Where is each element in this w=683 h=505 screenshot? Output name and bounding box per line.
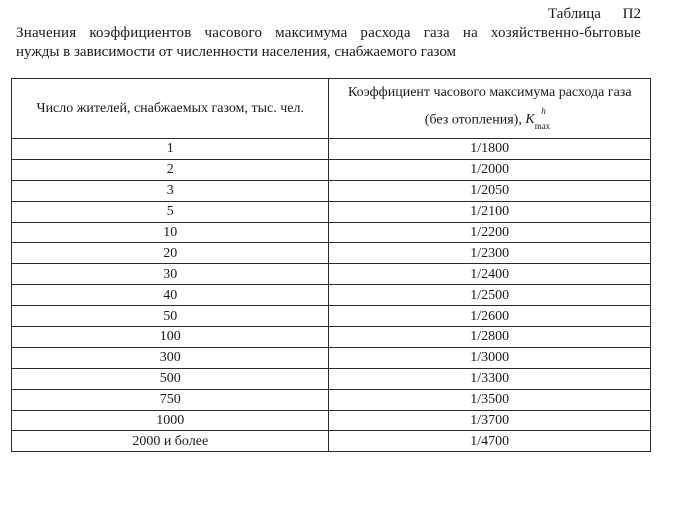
- population-cell: 100: [12, 327, 329, 348]
- population-cell: 10: [12, 222, 329, 243]
- population-cell: 30: [12, 264, 329, 285]
- table-row: [12, 431, 651, 452]
- header-coefficient: [329, 79, 651, 139]
- population-cell: 20: [12, 243, 329, 264]
- table-row: [12, 327, 651, 348]
- symbol-subscript: max: [534, 121, 551, 132]
- population-cell: 500: [12, 368, 329, 389]
- table-row: [12, 410, 651, 431]
- coefficient-table: [11, 78, 651, 452]
- table-row: [12, 285, 651, 306]
- table-header: [12, 79, 651, 139]
- coefficient-cell: 1/3500: [329, 389, 651, 410]
- coefficient-cell: 1/3700: [329, 410, 651, 431]
- coefficient-cell: 1/2200: [329, 222, 651, 243]
- header-population: [12, 79, 329, 139]
- table-label: Таблица П2: [548, 6, 641, 22]
- population-cell: 5: [12, 201, 329, 222]
- table-row: [12, 201, 651, 222]
- caption-line-1: Значения коэффициентов часового максимума расхода газа на хозяйственно-бытовые: [16, 25, 641, 41]
- population-cell: 2000 и более: [12, 431, 329, 452]
- population-cell: 300: [12, 347, 329, 368]
- population-cell: 40: [12, 285, 329, 306]
- table-row: [12, 389, 651, 410]
- table-row: [12, 222, 651, 243]
- header-population-label: Число жителей, снабжаемых газом, тыс. чел.: [36, 100, 304, 116]
- table-body: [12, 139, 651, 452]
- header-row: [12, 79, 651, 139]
- population-cell: 50: [12, 306, 329, 327]
- coefficient-cell: 1/2100: [329, 201, 651, 222]
- table-caption: [16, 24, 641, 62]
- table-row: [12, 306, 651, 327]
- population-cell: 2: [12, 159, 329, 180]
- coefficient-cell: 1/3300: [329, 368, 651, 389]
- coefficient-cell: 1/2500: [329, 285, 651, 306]
- population-cell: 1: [12, 139, 329, 160]
- coefficient-cell: 1/2800: [329, 327, 651, 348]
- population-cell: 1000: [12, 410, 329, 431]
- coefficient-cell: 1/2300: [329, 243, 651, 264]
- table-row: [12, 264, 651, 285]
- population-cell: 3: [12, 180, 329, 201]
- symbol-main: K: [525, 112, 535, 128]
- caption-line-2: нужды в зависимости от численности населения, снабжаемого газом: [16, 44, 457, 60]
- coefficient-cell: 1/1800: [329, 139, 651, 160]
- coefficient-cell: 1/2600: [329, 306, 651, 327]
- header-coefficient-line1: Коэффициент часового максимума расхода газа: [347, 84, 632, 100]
- coefficient-cell: 1/4700: [329, 431, 651, 452]
- coefficient-cell: 1/2400: [329, 264, 651, 285]
- table-row: [12, 368, 651, 389]
- coefficient-cell: 1/2050: [329, 180, 651, 201]
- coefficient-symbol: [525, 105, 554, 132]
- coefficient-cell: 1/3000: [329, 347, 651, 368]
- coefficient-cell: 1/2000: [329, 159, 651, 180]
- table-row: [12, 347, 651, 368]
- table-row: [12, 180, 651, 201]
- table-row: [12, 139, 651, 160]
- table-row: [12, 159, 651, 180]
- header-coefficient-line2: (без отопления),: [424, 112, 522, 128]
- population-cell: 750: [12, 389, 329, 410]
- symbol-superscript: h: [541, 105, 546, 116]
- table-row: [12, 243, 651, 264]
